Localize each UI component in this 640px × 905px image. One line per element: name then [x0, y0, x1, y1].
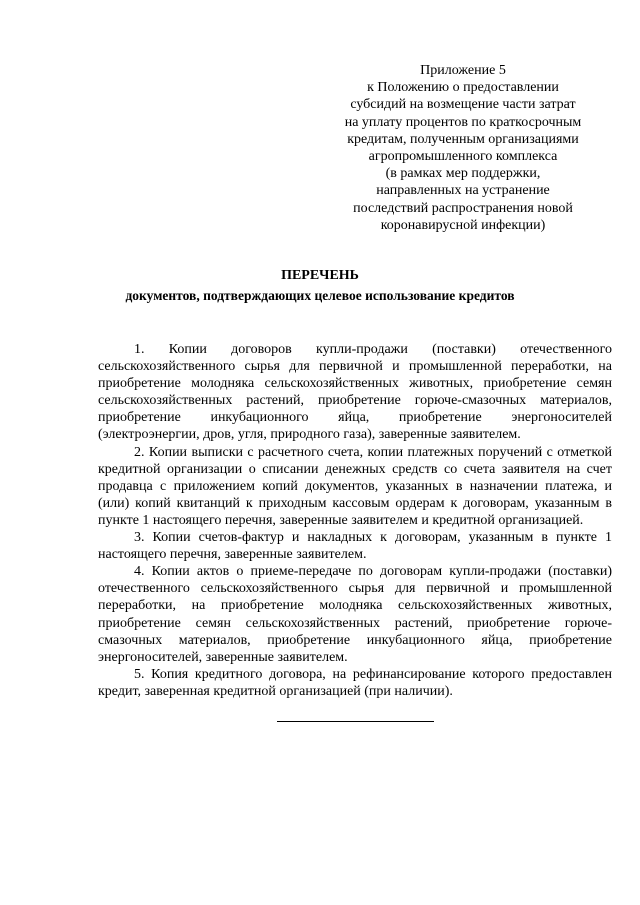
appendix-header	[318, 62, 608, 234]
appendix-line: агропромышленного комплекса	[368, 149, 558, 165]
list-item-4: 4. Копии актов о приеме-передаче по договорам купли-продажи (поставки) отечественного сельскохозяйственного сырья для первичной и промышленной переработки, на приобретение молодняка сельскохозяйственных животных, приобретение семян сельскохозяйственных растений, приобретение горюче-смазочных материалов, приобретение инкубационного яйца, приобретение энергоносителей, заверенные заявителем.	[98, 564, 612, 665]
list-item-5: 5. Копия кредитного договора, на рефинансирование которого предоставлен кредит, заверенная кредитной организацией (при наличии).	[98, 666, 612, 699]
appendix-line: кредитам, полученным организациями	[347, 131, 579, 147]
appendix-line: Приложение 5	[420, 63, 506, 78]
appendix-line: к Положению о предоставлении	[367, 80, 559, 96]
appendix-line: коронавирусной инфекции)	[380, 217, 546, 233]
closing-line-divider	[277, 721, 434, 722]
document-body	[98, 341, 612, 700]
document-subtitle: документов, подтверждающих целевое использование кредитов	[125, 288, 515, 303]
appendix-line: последствий распространения новой	[353, 200, 573, 216]
list-item-1: 1. Копии договоров купли-продажи (поставки) отечественного сельскохозяйственного сырья для первичной и промышленной переработки, на приобретение молодняка сельскохозяйственных животных, приобретение семян сельскохозяйственных растений, приобретение горюче-смазочных материалов, приобретение инкубационного яйца, приобретение энергоносителей (электроэнергии, дров, угля, природного газа), заверенные заявителем.	[98, 342, 612, 443]
appendix-line: на уплату процентов по краткосрочным	[344, 114, 582, 130]
appendix-line: направленных на устранение	[376, 183, 550, 199]
appendix-line: (в рамках мер поддержки,	[385, 166, 541, 182]
list-item-2: 2. Копии выписки с расчетного счета, копии платежных поручений с отметкой кредитной организации о списании денежных средств со счета заявителя на счет продавца с приложением копий документов, указанных в назначении платежа, и (или) копий квитанций к приходным кассовым ордерам к договорам, указанным в пункте 1 настоящего перечня, заверенные заявителем и кредитной организацией.	[98, 444, 612, 528]
document-title: ПЕРЕЧЕНЬ	[281, 268, 359, 283]
list-item-3: 3. Копии счетов-фактур и накладных к договорам, указанным в пункте 1 настоящего перечня, заверенные заявителем.	[98, 530, 612, 563]
appendix-line: субсидий на возмещение части затрат	[350, 97, 576, 113]
